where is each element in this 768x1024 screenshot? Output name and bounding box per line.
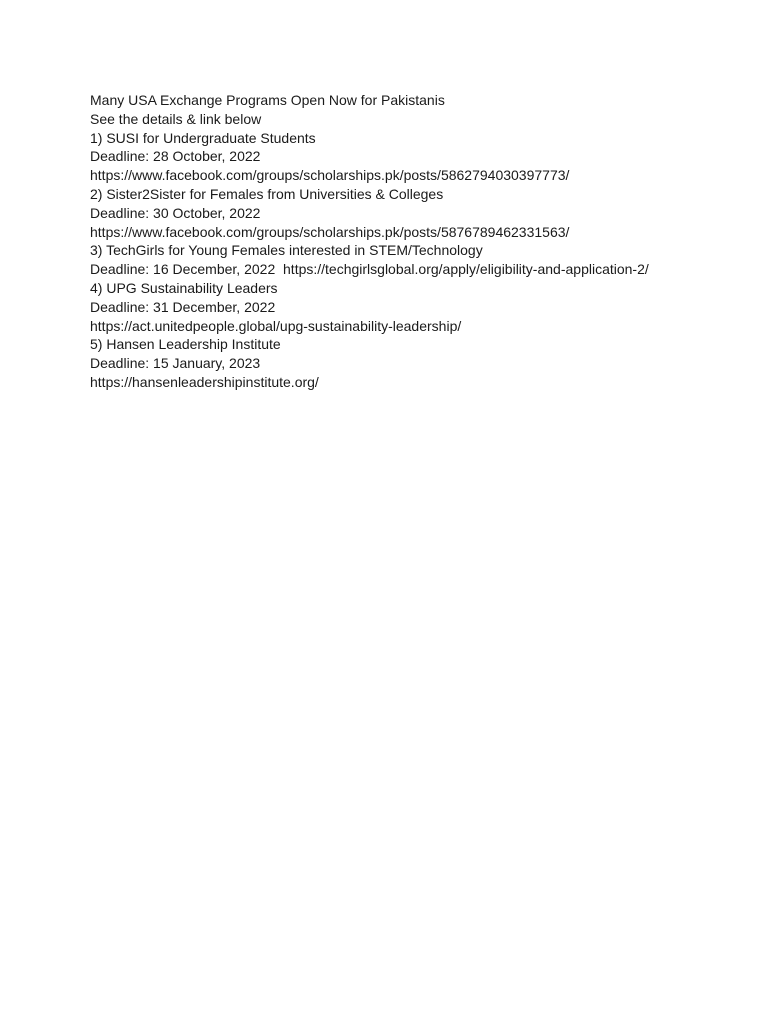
program-4-deadline: Deadline: 31 December, 2022 [90, 298, 276, 315]
program-5-heading: 5) Hansen Leadership Institute [90, 336, 281, 353]
program-1-link: https://www.facebook.com/groups/scholarships.pk/posts/5862794030397773/ [90, 167, 570, 184]
program-4-heading: 4) UPG Sustainability Leaders [90, 279, 278, 296]
program-4-link: https://act.unitedpeople.global/upg-sustainability-leadership/ [90, 317, 462, 334]
program-5-link: https://hansenleadershipinstitute.org/ [90, 373, 319, 390]
program-3-heading: 3) TechGirls for Young Females interested in STEM/Technology [90, 242, 483, 259]
document-title: Many USA Exchange Programs Open Now for Pakistanis [90, 92, 445, 108]
program-1-deadline: Deadline: 28 October, 2022 [90, 148, 261, 165]
document-intro: See the details & link below [90, 110, 262, 127]
program-1-heading: 1) SUSI for Undergraduate Students [90, 129, 316, 146]
program-2-deadline: Deadline: 30 October, 2022 [90, 204, 261, 221]
program-2-heading: 2) Sister2Sister for Females from Universities & Colleges [90, 185, 444, 202]
program-3-deadline-and-link: Deadline: 16 December, 2022 https://techgirlsglobal.org/apply/eligibility-and-application-2/ [90, 261, 649, 278]
program-2-link: https://www.facebook.com/groups/scholarships.pk/posts/5876789462331563/ [90, 223, 570, 240]
program-5-deadline: Deadline: 15 January, 2023 [90, 355, 261, 372]
document-body [90, 91, 750, 392]
